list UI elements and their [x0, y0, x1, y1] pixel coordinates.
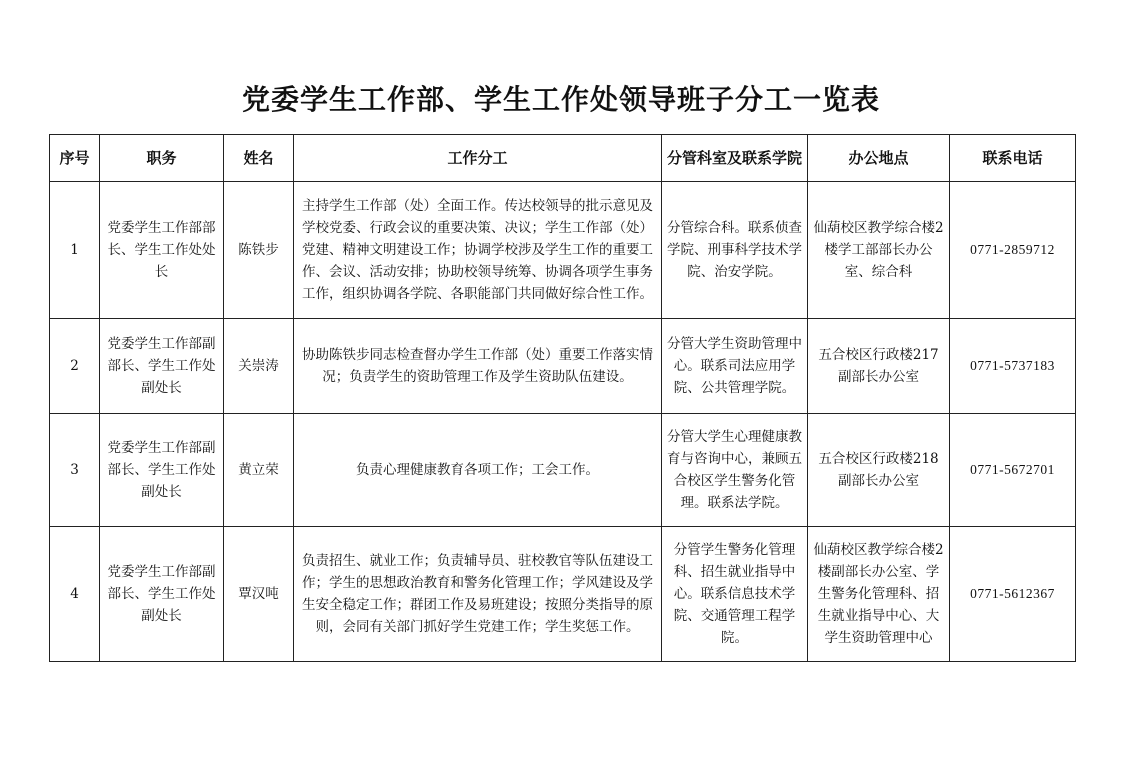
cell-phone: 0771-5612367: [950, 527, 1076, 662]
cell-duties: 负责招生、就业工作；负责辅导员、驻校教官等队伍建设工作；学生的思想政治教育和警务化管理工作；学风建设及学生安全稳定工作；群团工作及易班建设；按照分类指导的原则，会同有关部门抓好学生党建工作；学生奖惩工作。: [294, 527, 662, 662]
cell-phone: 0771-2859712: [950, 182, 1076, 319]
cell-duties: 协助陈铁步同志检查督办学生工作部（处）重要工作落实情况；负责学生的资助管理工作及学生资助队伍建设。: [294, 319, 662, 414]
header-duties: 工作分工: [294, 135, 662, 182]
cell-departments: 分管大学生心理健康教育与咨询中心，兼顾五合校区学生警务化管理。联系法学院。: [662, 414, 808, 527]
header-no: 序号: [50, 135, 100, 182]
header-position: 职务: [100, 135, 224, 182]
cell-no: 1: [50, 182, 100, 319]
cell-name: 覃汉吨: [224, 527, 294, 662]
cell-no: 4: [50, 527, 100, 662]
cell-phone: 0771-5737183: [950, 319, 1076, 414]
cell-position: 党委学生工作部副部长、学生工作处副处长: [100, 527, 224, 662]
cell-name: 黄立荣: [224, 414, 294, 527]
cell-departments: 分管学生警务化管理科、招生就业指导中心。联系信息技术学院、交通管理工程学院。: [662, 527, 808, 662]
table-row: [50, 527, 1076, 662]
table-row: [50, 182, 1076, 319]
cell-position: 党委学生工作部副部长、学生工作处副处长: [100, 414, 224, 527]
cell-departments: 分管综合科。联系侦查学院、刑事科学技术学院、治安学院。: [662, 182, 808, 319]
header-office: 办公地点: [808, 135, 950, 182]
cell-office: 五合校区行政楼218副部长办公室: [808, 414, 950, 527]
cell-name: 关崇涛: [224, 319, 294, 414]
cell-name: 陈铁步: [224, 182, 294, 319]
cell-phone: 0771-5672701: [950, 414, 1076, 527]
header-departments: 分管科室及联系学院: [662, 135, 808, 182]
cell-no: 3: [50, 414, 100, 527]
table-row: [50, 319, 1076, 414]
cell-office: 仙葫校区教学综合楼2楼副部长办公室、学生警务化管理科、招生就业指导中心、大学生资助管理中心: [808, 527, 950, 662]
cell-office: 仙葫校区教学综合楼2楼学工部部长办公室、综合科: [808, 182, 950, 319]
division-of-labor-table: [49, 134, 1076, 662]
cell-no: 2: [50, 319, 100, 414]
header-row: [50, 135, 1076, 182]
header-phone: 联系电话: [950, 135, 1076, 182]
cell-duties: 主持学生工作部（处）全面工作。传达校领导的批示意见及学校党委、行政会议的重要决策、决议；学生工作部（处）党建、精神文明建设工作；协调学校涉及学生工作的重要工作、会议、活动安排；协助校领导统筹、协调各项学生事务工作，组织协调各学院、各职能部门共同做好综合性工作。: [294, 182, 662, 319]
page-title: 党委学生工作部、学生工作处领导班子分工一览表: [241, 83, 880, 116]
cell-position: 党委学生工作部副部长、学生工作处副处长: [100, 319, 224, 414]
header-name: 姓名: [224, 135, 294, 182]
cell-duties: 负责心理健康教育各项工作；工会工作。: [294, 414, 662, 527]
cell-departments: 分管大学生资助管理中心。联系司法应用学院、公共管理学院。: [662, 319, 808, 414]
cell-position: 党委学生工作部部长、学生工作处处长: [100, 182, 224, 319]
table-row: [50, 414, 1076, 527]
cell-office: 五合校区行政楼217副部长办公室: [808, 319, 950, 414]
